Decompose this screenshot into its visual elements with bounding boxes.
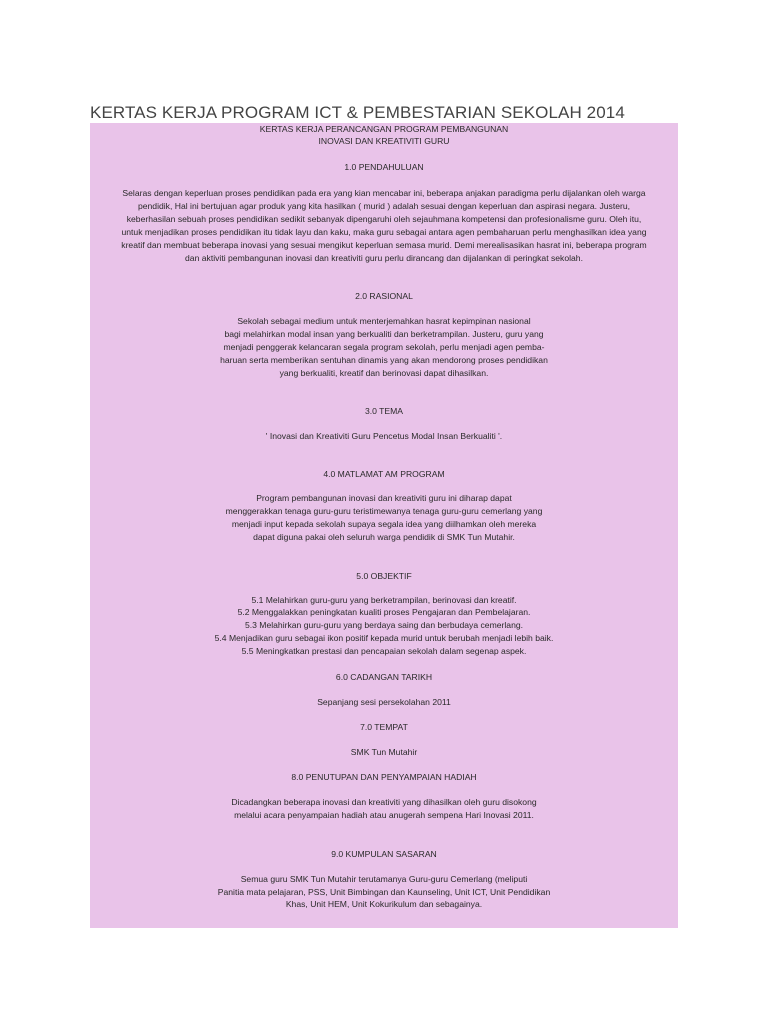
matlamat-line: menggerakkan tenaga guru-guru teristimewanya tenaga guru-guru cemerlang yang	[225, 505, 543, 516]
rasional-line: Sekolah sebagai medium untuk menterjemahkan hasrat kepimpinan nasional	[237, 316, 531, 327]
pendahuluan-line: untuk menjadikan proses pendidikan itu tidak layu dan kaku, maka guru sebagai antara agen pembaharuan perlu menghasilkan idea yang	[121, 226, 647, 237]
document-body-panel	[90, 123, 678, 928]
section-heading-penutupan: 8.0 PENUTUPAN DAN PENYAMPAIAN HADIAH	[291, 771, 477, 782]
rasional-line: yang berkualiti, kreatif dan berinovasi dapat dihasilkan.	[279, 368, 489, 379]
panel-heading-line-1: KERTAS KERJA PERANCANGAN PROGRAM PEMBANGUNAN	[259, 124, 509, 134]
section-heading-kumpulan-sasaran: 9.0 KUMPULAN SASARAN	[331, 848, 437, 859]
section-heading-pendahuluan: 1.0 PENDAHULUAN	[344, 162, 424, 172]
cadangan-tarikh-line: Sepanjang sesi persekolahan 2011	[317, 697, 451, 708]
pendahuluan-line: pendidik, Hal ini bertujuan agar produk yang kita hasilkan ( murid ) adalah sesuai dengan keperluan dan aspirasi negara. Justeru,	[137, 200, 631, 211]
objektif-line: 5.1 Melahirkan guru-guru yang berketrampilan, berinovasi dan kreatif.	[251, 594, 517, 605]
pendahuluan-line: dan aktiviti pembangunan inovasi dan kreativiti guru perlu dirancang dan dijalankan di peringkat sekolah.	[185, 252, 583, 263]
matlamat-line: menjadi input kepada sekolah supaya segala idea yang diilhamkan oleh mereka	[231, 518, 537, 529]
kumpulan-sasaran-line: Semua guru SMK Tun Mutahir terutamanya Guru-guru Cemerlang (meliputi	[240, 873, 528, 884]
matlamat-line: Program pembangunan inovasi dan kreativiti guru ini diharap dapat	[256, 492, 512, 503]
section-heading-cadangan-tarikh: 6.0 CADANGAN TARIKH	[335, 672, 433, 683]
penutupan-line: melalui acara penyampaian hadiah atau anugerah sempena Hari Inovasi 2011.	[234, 809, 534, 820]
penutupan-line: Dicadangkan beberapa inovasi dan kreativiti yang dihasilkan oleh guru disokong	[231, 796, 537, 807]
section-heading-matlamat: 4.0 MATLAMAT AM PROGRAM	[323, 468, 445, 479]
pendahuluan-line: Selaras dengan keperluan proses pendidikan pada era yang kian mencabar ini, beberapa anjakan paradigma perlu dijalankan oleh warga	[122, 188, 646, 198]
objektif-line: 5.5 Meningkatkan prestasi dan pencapaian sekolah dalam segenap aspek.	[241, 646, 527, 657]
section-heading-objektif: 5.0 OBJEKTIF	[356, 570, 412, 581]
rasional-line: haruan serta memberikan sentuhan dinamis yang akan mendorong proses pendidikan	[220, 355, 548, 366]
rasional-line: bagi melahirkan modal insan yang berkualiti dan berketrampilan. Justeru, guru yang	[224, 329, 544, 340]
section-heading-rasional: 2.0 RASIONAL	[355, 291, 413, 302]
panel-heading-line-2: INOVASI DAN KREATIVITI GURU	[318, 136, 450, 146]
kumpulan-sasaran-line: Panitia mata pelajaran, PSS, Unit Bimbingan dan Kaunseling, Unit ICT, Unit Pendidikan	[217, 886, 551, 897]
tempat-line: SMK Tun Mutahir	[350, 746, 418, 757]
rasional-line: menjadi penggerak kelancaran segala program sekolah, perlu menjadi agen pemba-	[223, 342, 545, 353]
kumpulan-sasaran-line: Khas, Unit HEM, Unit Kokurikulum dan sebagainya.	[285, 899, 483, 910]
objektif-line: 5.2 Menggalakkan peningkatan kualiti proses Pengajaran dan Pembelajaran.	[237, 607, 531, 618]
objektif-line: 5.3 Melahirkan guru-guru yang berdaya saing dan berbudaya cemerlang.	[244, 620, 524, 631]
pendahuluan-line: kreatif dan membuat beberapa inovasi yang sesuai mengikut keperluan semasa murid. Demi merealisasikan hasrat ini, beberapa program	[121, 239, 647, 250]
document-title: KERTAS KERJA PROGRAM ICT & PEMBESTARIAN SEKOLAH 2014	[90, 103, 625, 122]
objektif-line: 5.4 Menjadikan guru sebagai ikon positif kepada murid untuk berubah menjadi lebih baik.	[214, 633, 554, 644]
section-heading-tema: 3.0 TEMA	[364, 405, 404, 416]
tema-line: ' Inovasi dan Kreativiti Guru Pencetus Modal Insan Berkualiti '.	[265, 430, 503, 441]
matlamat-line: dapat diguna pakai oleh seluruh warga pendidik di SMK Tun Mutahir.	[253, 531, 515, 542]
pendahuluan-line: keberhasilan sebuah proses pendidikan sedikit sebanyak dipengaruhi oleh sejauhmana kompetensi dan profesionalisme guru. Oleh itu,	[126, 213, 642, 224]
section-heading-tempat: 7.0 TEMPAT	[360, 721, 408, 732]
